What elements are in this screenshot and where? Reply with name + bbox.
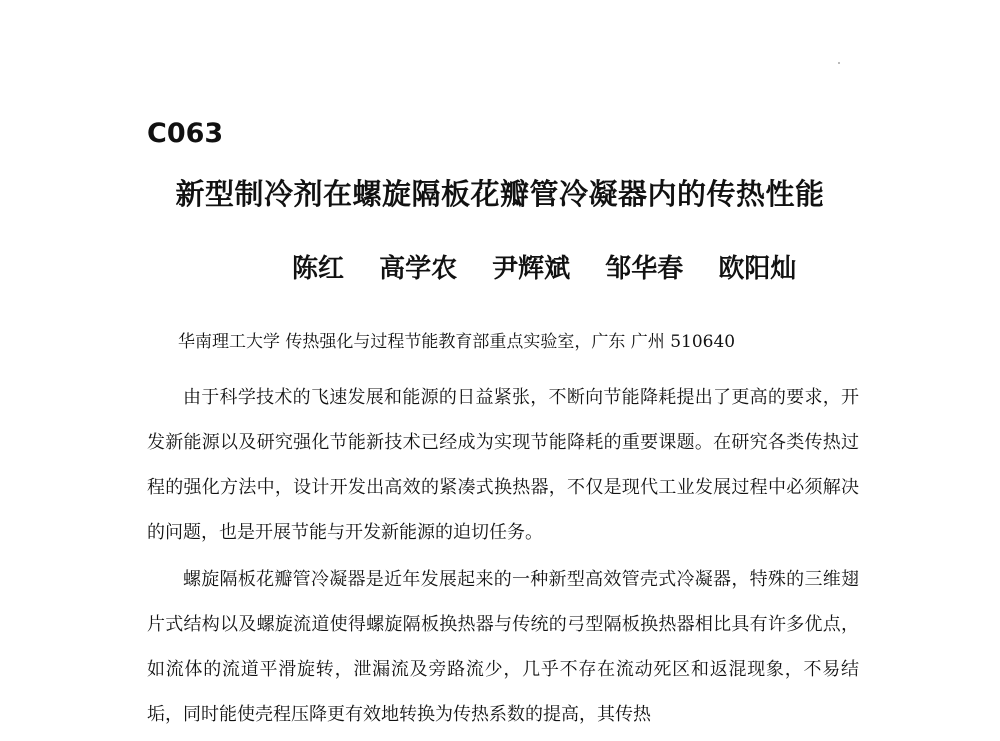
author-list [292,248,822,285]
author-name: 尹辉斌 [492,254,571,284]
scan-speck [838,62,840,64]
paper-title: 新型制冷剂在螺旋隔板花瓣管冷凝器内的传热性能 [175,177,825,211]
author-name: 邹华春 [605,254,684,284]
author-name: 陈红 [292,254,345,284]
affiliation: 华南理工大学 传热强化与过程节能教育部重点实验室，广东 广州 510640 [178,332,736,352]
body-paragraph: 由于科学技术的飞速发展和能源的日益紧张，不断向节能降耗提出了更高的要求，开发新能源以及研究强化节能新技术已经成为实现节能降耗的重要课题。在研究各类传热过程的强化方法中，设计开发出高效的紧凑式换热器，不仅是现代工业发展过程中必须解决的问题，也是开展节能与开发新能源的迫切任务。 [147,387,859,543]
author-name: 高学农 [379,254,458,284]
body-paragraph: 螺旋隔板花瓣管冷凝器是近年发展起来的一种新型高效管壳式冷凝器，特殊的三维翅片式结构以及螺旋流道使得螺旋隔板换热器与传统的弓型隔板换热器相比具有许多优点，如流体的流道平滑旋转，泄漏流及旁路流少，几乎不存在流动死区和返混现象，不易结垢，同时能使壳程压降更有效地转换为传热系数的提高，其传热 [147,569,859,725]
paper-code: C063 [147,118,224,149]
author-name: 欧阳灿 [718,254,797,284]
